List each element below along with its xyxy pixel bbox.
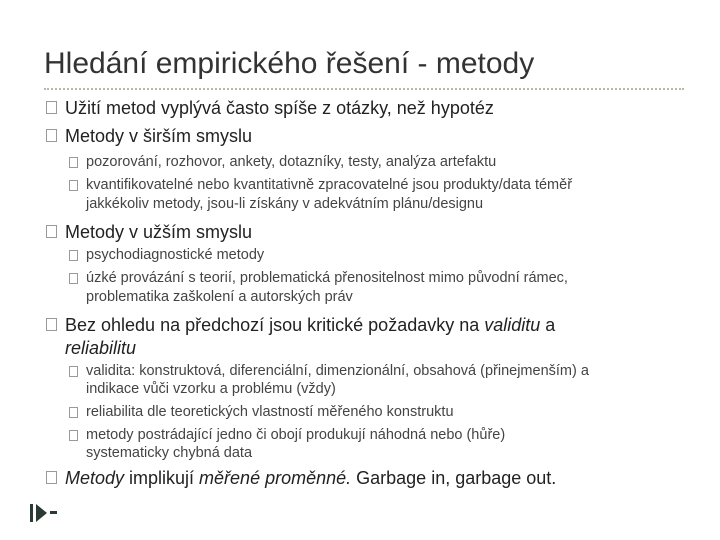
bullet-text bbox=[65, 468, 556, 489]
square-bullet-icon bbox=[69, 366, 78, 377]
bullet-text bbox=[65, 315, 555, 336]
slide-title: Hledání empirického řešení - metody bbox=[44, 47, 535, 80]
sub-bullet-text: reliabilita dle teoretických vlastností měřeného konstruktu bbox=[86, 404, 454, 420]
sub-bullet-text: kvantifikovatelné nebo kvantitativně zpracovatelné jsou produkty/data téměř bbox=[86, 177, 573, 193]
bullet-text-part: implikují bbox=[124, 468, 200, 488]
square-bullet-icon bbox=[69, 273, 78, 284]
sub-bullet-text-continued: indikace vůči vzorku a problému (vždy) bbox=[86, 381, 336, 397]
bullet-text: Metody v širším smyslu bbox=[65, 126, 253, 146]
title-divider bbox=[44, 88, 684, 90]
bullet-text-emphasis: měřené proměnné. bbox=[199, 468, 352, 488]
square-bullet-icon bbox=[69, 250, 78, 261]
sub-bullet-text-continued: systematicky chybná data bbox=[86, 445, 253, 461]
square-bullet-icon bbox=[46, 318, 57, 331]
square-bullet-icon bbox=[69, 180, 78, 191]
bullet-text: Užití metod vyplývá často spíše z otázky, než hypotéz bbox=[65, 98, 494, 118]
sub-bullet-text: pozorování, rozhovor, ankety, dotazníky, testy, analýza artefaktu bbox=[86, 154, 497, 170]
bullet-text-emphasis: validitu bbox=[484, 315, 541, 335]
sub-bullet-text-continued: problematika zaškolení a autorských práv bbox=[86, 289, 353, 305]
square-bullet-icon bbox=[69, 157, 78, 168]
square-bullet-icon bbox=[69, 407, 78, 418]
bullet-text-part: Bez ohledu na předchozí jsou kritické požadavky na bbox=[65, 315, 485, 335]
sub-bullet-text: psychodiagnostické metody bbox=[86, 247, 265, 263]
bullet-text-continued: reliabilitu bbox=[65, 338, 137, 358]
square-bullet-icon bbox=[46, 101, 57, 114]
bullet-text-part: Garbage in, garbage out. bbox=[351, 468, 557, 488]
square-bullet-icon bbox=[69, 430, 78, 441]
square-bullet-icon bbox=[46, 225, 57, 238]
sub-bullet-text: validita: konstruktová, diferenciální, dimenzionální, obsahová (přinejmenším) a bbox=[86, 363, 589, 379]
sub-bullet-text-continued: jakkékoliv metody, jsou-li získány v adekvátním plánu/designu bbox=[86, 196, 484, 212]
square-bullet-icon bbox=[46, 129, 57, 142]
bullet-text-emphasis: Metody bbox=[65, 468, 125, 488]
bullet-text: Metody v užším smyslu bbox=[65, 222, 253, 242]
sub-bullet-text: metody postrádající jedno či obojí produkují náhodná nebo (hůře) bbox=[86, 427, 506, 443]
nav-dots-shape bbox=[50, 511, 56, 517]
square-bullet-icon bbox=[46, 471, 57, 484]
nav-arrow-shape bbox=[36, 504, 47, 522]
bullet-text-part: a bbox=[540, 315, 556, 335]
nav-bar-shape bbox=[30, 504, 33, 522]
sub-bullet-text: úzké provázání s teorií, problematická přenositelnost mimo původní rámec, bbox=[86, 270, 568, 286]
